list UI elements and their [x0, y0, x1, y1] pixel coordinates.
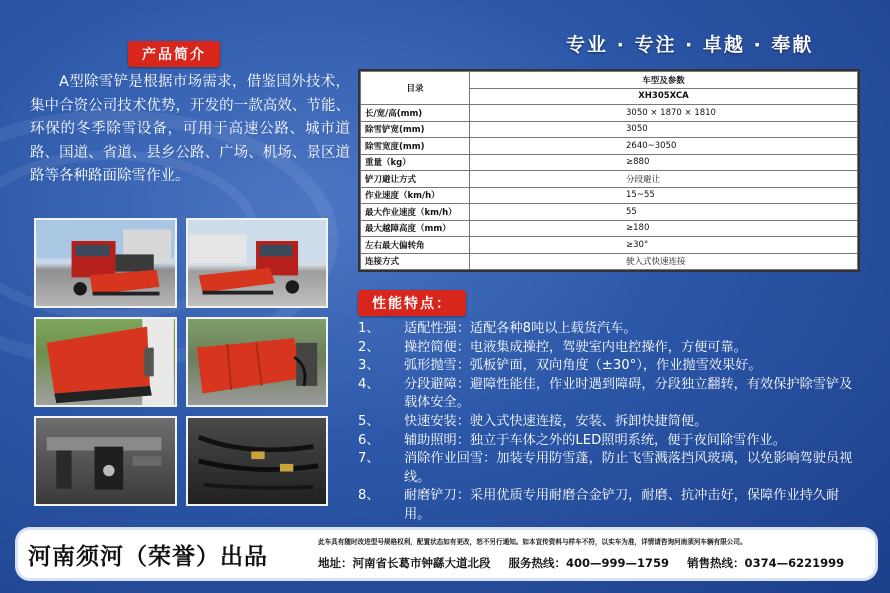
spec-key: 最大越障高度（mm） — [361, 220, 470, 237]
spec-table-container — [358, 69, 860, 272]
spec-value: ≥880 — [470, 154, 858, 171]
feature-text: 辅助照明：独立于车体之外的LED照明系统，便于夜间除雪作业。 — [404, 432, 786, 448]
spec-key: 最大作业速度（km/h） — [361, 204, 470, 221]
photo-mount-bracket — [34, 416, 177, 506]
feature-text: 耐磨铲刀：采用优质专用耐磨合金铲刀，耐磨、抗冲击好，保障作业持久耐用。 — [404, 488, 840, 522]
feature-number: 4、 — [358, 376, 380, 392]
spec-table — [360, 71, 858, 270]
spec-key: 长/宽/高(mm) — [361, 105, 470, 122]
photo-plow-blade-rear — [186, 317, 328, 407]
intro-badge: 产品简介 — [128, 41, 220, 67]
address-text: 地址：河南省长葛市钟繇大道北段 — [318, 556, 491, 570]
spec-header-catalog: 目录 — [361, 72, 470, 105]
feature-item — [358, 450, 863, 487]
feature-item — [358, 487, 863, 524]
spec-header-params: 车型及参数 — [470, 72, 858, 89]
spec-row — [361, 253, 858, 270]
features-list — [358, 320, 863, 525]
spec-row — [361, 204, 858, 221]
spec-key: 铲刀避让方式 — [361, 171, 470, 188]
spec-key: 除雪铲宽(mm) — [361, 121, 470, 138]
photo-truck-front-right — [186, 218, 328, 308]
spec-row — [361, 220, 858, 237]
feature-text: 操控简便：电液集成操控，驾驶室内电控操作，方便可靠。 — [404, 339, 747, 355]
contact-info — [318, 555, 858, 571]
feature-item — [358, 320, 863, 339]
features-badge: 性能特点： — [358, 290, 466, 316]
spec-value: 分段避让 — [470, 171, 858, 188]
spec-value: 15~55 — [470, 187, 858, 204]
feature-text: 适配性强：适配各种8吨以上载货汽车。 — [404, 321, 637, 336]
spec-key: 连接方式 — [361, 253, 470, 270]
feature-number: 7、 — [358, 451, 380, 467]
sales-hotline: 销售热线：0374—6221999 — [687, 556, 845, 570]
spec-value: 3050 — [470, 121, 858, 138]
spec-value: 驶入式快速连接 — [470, 253, 858, 270]
spec-row — [361, 187, 858, 204]
feature-number: 5、 — [358, 413, 380, 429]
spec-row — [361, 105, 858, 122]
spec-key: 左右最大偏转角 — [361, 237, 470, 254]
photo-truck-front-left — [34, 218, 177, 308]
spec-value: ≥30° — [470, 237, 858, 254]
spec-row — [361, 237, 858, 254]
feature-text: 消除作业回雪：加装专用防雪蓬，防止飞雪溅落挡风玻璃，以免影响驾驶员视线。 — [404, 451, 853, 485]
feature-number: 6、 — [358, 432, 380, 448]
photo-hydraulic-hoses — [186, 416, 328, 506]
feature-number: 1、 — [358, 321, 380, 336]
feature-text: 分段避障：避障性能佳，作业时遇到障碍，分段独立翻转，有效保护除雪铲及载体安全。 — [404, 376, 853, 411]
spec-row — [361, 121, 858, 138]
disclaimer-text: 此车具有随时改进型号规格权利，配置状态如有更改，恕不另行通知。如本宣传资料与样车不符，以实车为准，详情请咨询河南须河车辆有限公司。 — [318, 538, 747, 546]
footer-bar — [18, 530, 875, 578]
spec-key: 除雪宽度(mm) — [361, 138, 470, 155]
brand-title: 河南须河（荣誉）出品 — [28, 544, 268, 570]
service-hotline: 服务热线：400—999—1759 — [508, 556, 670, 570]
feature-text: 弧形抛雪：弧板铲面，双向角度（±30°），作业抛雪效果好。 — [404, 358, 762, 374]
spec-row — [361, 171, 858, 188]
spec-key: 作业速度（km/h） — [361, 187, 470, 204]
feature-item — [358, 339, 863, 358]
spec-value: 3050 × 1870 × 1810 — [470, 105, 858, 122]
spec-value: 55 — [470, 204, 858, 221]
feature-item — [358, 357, 863, 376]
spec-value: 2640~3050 — [470, 138, 858, 155]
feature-number: 8、 — [358, 488, 380, 504]
spec-key: 重量（kg） — [361, 154, 470, 171]
feature-number: 3、 — [358, 358, 380, 374]
spec-row — [361, 138, 858, 155]
feature-item — [358, 413, 863, 432]
feature-item — [358, 432, 863, 451]
feature-number: 2、 — [358, 339, 380, 355]
photo-plow-blade-side — [34, 317, 177, 407]
spec-model: XH305XCA — [470, 88, 858, 105]
feature-text: 快速安装：驶入式快速连接，安装、拆卸快捷简便。 — [404, 413, 708, 429]
spec-value: ≥180 — [470, 220, 858, 237]
intro-paragraph: A型除雪铲是根据市场需求，借鉴国外技术，集中合资公司技术优势，开发的一款高效、节能、环保的冬季除雪设备，可用于高速公路、城市道路、国道、省道、县乡公路、广场、机场、景区道路等各种路面除雪作业。 — [30, 74, 350, 184]
spec-row — [361, 154, 858, 171]
slogan: 专业 · 专注 · 卓越 · 奉献 — [566, 34, 814, 56]
feature-item — [358, 376, 863, 413]
